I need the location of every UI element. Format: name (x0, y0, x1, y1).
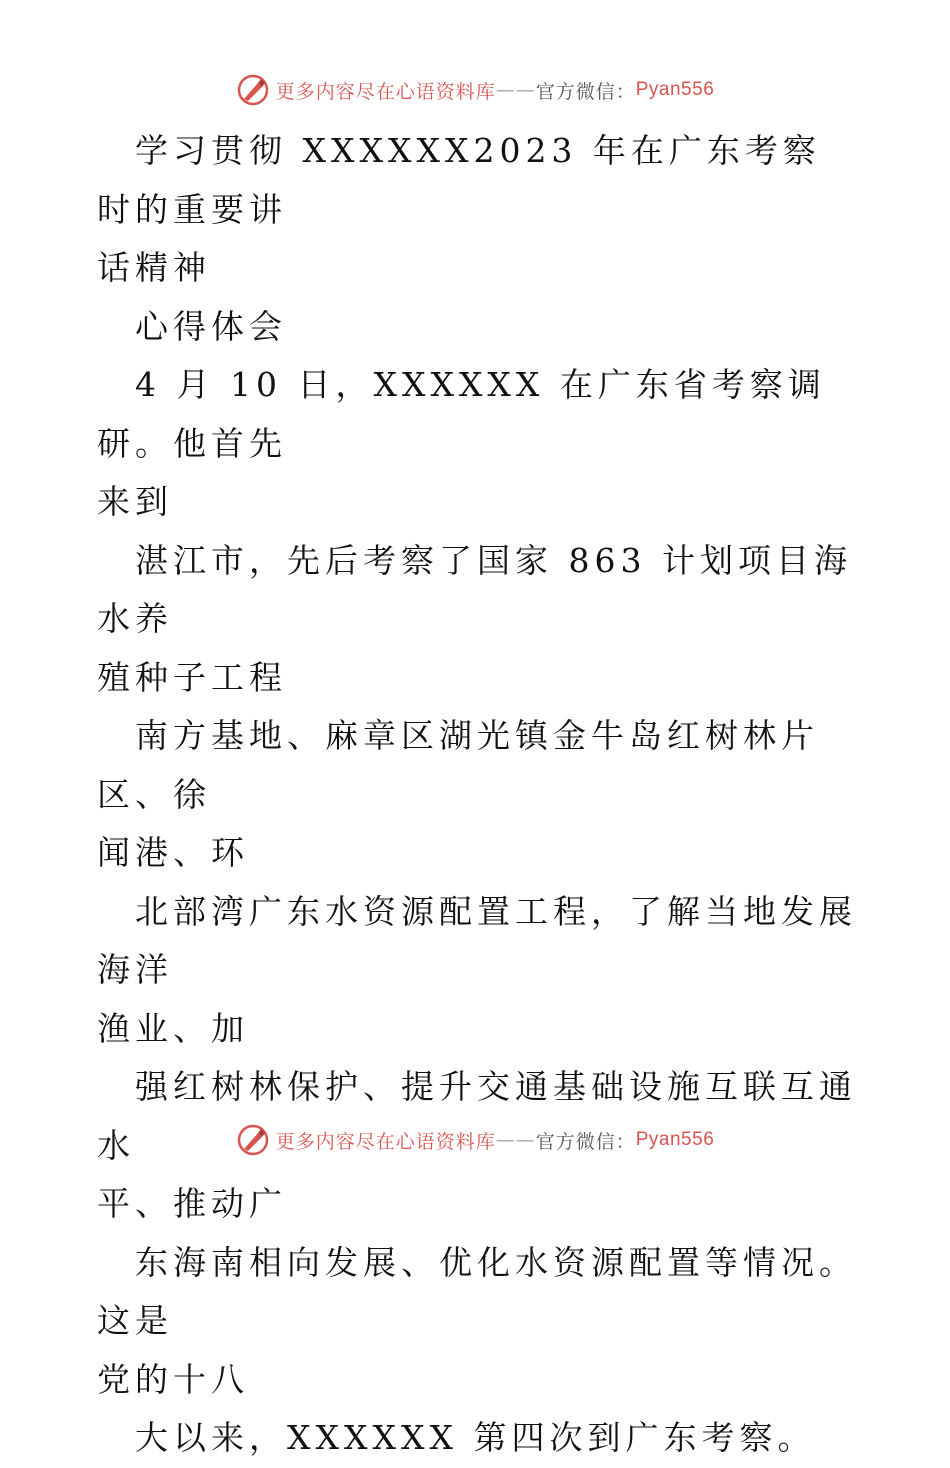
paragraph-line: 湛江市，先后考察了国家 863 计划项目海水养 (97, 540, 852, 638)
banner-site-name: 更多内容尽在心语资料库 (275, 80, 496, 103)
paragraph-line: 殖种子工程 (97, 657, 287, 697)
paragraph-line: 南方基地、麻章区湖光镇金牛岛红树林片区、徐 (97, 716, 819, 814)
banner-text (276, 77, 715, 104)
banner-wechat-label: 官方微信： (535, 1130, 636, 1153)
subtitle-line: 心得体会 (135, 306, 287, 346)
banner-dash: —— (495, 79, 536, 101)
banner-wechat-label: 官方微信： (535, 80, 636, 103)
paragraph-line: 4 月 10 日，XXXXXX 在广东省考察调研。他首先 (97, 365, 826, 463)
footer-banner (0, 1120, 950, 1160)
title-line-1: 学习贯彻 XXXXXX2023 年在广东考察时的重要讲 (97, 131, 821, 229)
paragraph-line: 强红树林保护、提升交通基础设施互联互通水 (97, 1067, 857, 1165)
paragraph-line: 东海南相向发展、优化水资源配置等情况。这是 (97, 1242, 857, 1340)
paragraph-line: 大以来，XXXXXX 第四次到广东考察。 (135, 1418, 816, 1457)
pen-logo-icon (236, 73, 270, 107)
banner-wechat-id: Pyan556 (635, 1129, 715, 1150)
paragraph-line: 北部湾广东水资源配置工程，了解当地发展海洋 (97, 891, 857, 989)
pen-logo-icon (236, 1123, 270, 1157)
paragraph-line: 闻港、环 (97, 833, 249, 872)
banner-dash: —— (495, 1129, 536, 1151)
paragraph-line: 党的十八 (97, 1359, 249, 1399)
paragraph-line: 来到 (97, 482, 173, 521)
header-banner (0, 70, 950, 110)
document-body (97, 122, 857, 1468)
paragraph-line: 平、推动广 (97, 1184, 287, 1223)
banner-wechat-id: Pyan556 (635, 79, 715, 100)
banner-text (276, 1127, 715, 1154)
title-line-2: 话精神 (97, 248, 211, 287)
paragraph-line: 渔业、加 (97, 1008, 249, 1048)
banner-site-name: 更多内容尽在心语资料库 (275, 1130, 496, 1153)
